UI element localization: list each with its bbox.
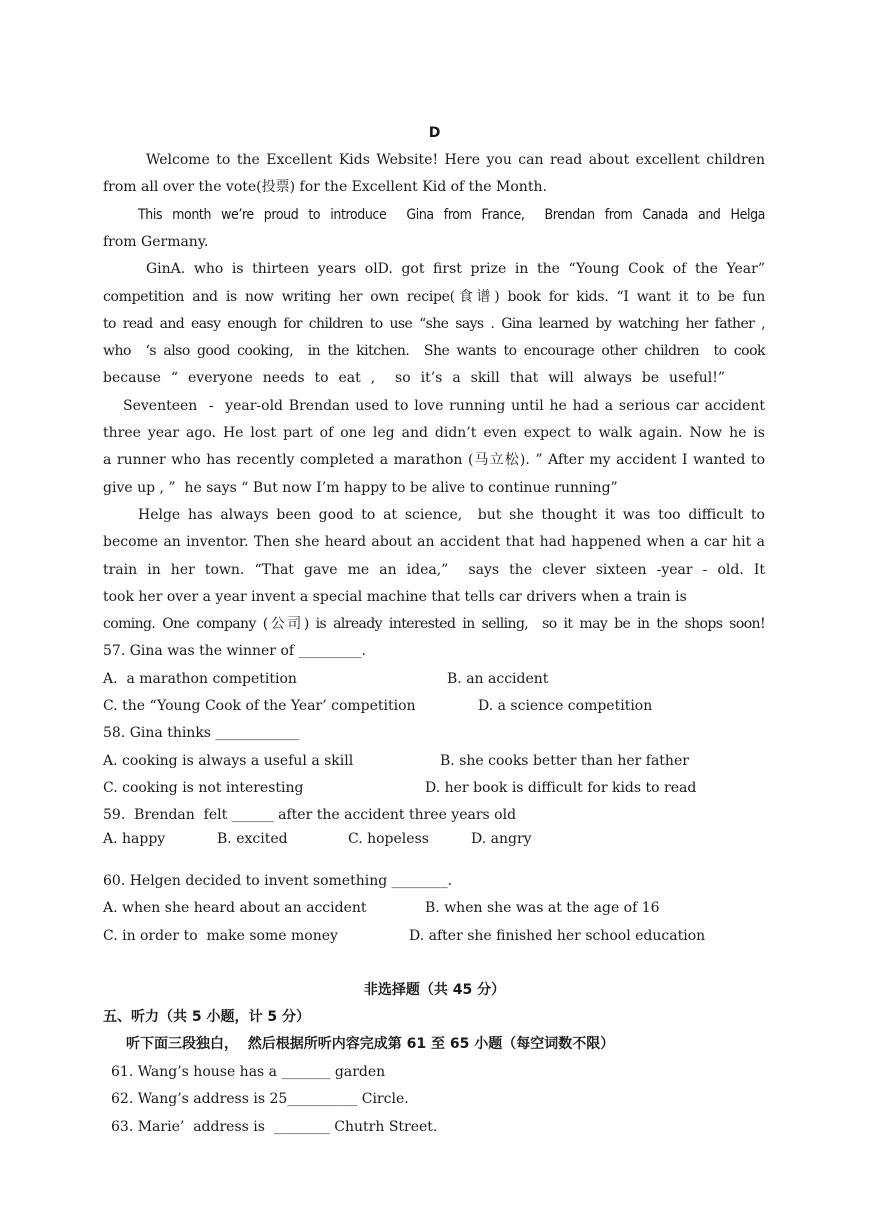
passage-line: from all over the vote(投票) for the Excellent Kid of the Month.	[103, 179, 547, 195]
part-heading: 非选择题（共 45 分）	[363, 982, 506, 998]
option-d: D. angry	[471, 831, 532, 847]
instruction-text: 听下面三段独白， 然后根据所听内容完成第 61 至 65 小题（每空词数不限）	[126, 1036, 615, 1052]
option-c: C. the “Young Cook of the Year’ competition	[103, 698, 416, 714]
option-b: B. an accident	[447, 671, 549, 687]
passage-line: coming. One company (公司) is already interested in selling, so it may be in the shops soon!	[103, 616, 765, 632]
option-b: B. when she was at the age of 16	[425, 900, 660, 916]
option-c: C. hopeless	[348, 831, 429, 847]
option-c: C. cooking is not interesting	[103, 780, 304, 796]
passage-line: to read and easy enough for children to use “she says . Gina learned by watching her father ,	[103, 316, 765, 332]
passage-line: took her over a year invent a special machine that tells car drivers when a train is	[103, 589, 687, 605]
passage-line: because “ everyone needs to eat , so it’s a skill that will always be useful!”	[103, 370, 725, 386]
option-a: A. cooking is always a useful a skill	[103, 753, 354, 769]
passage-line: three year ago. He lost part of one leg and didn’t even expect to walk again. Now he is	[103, 425, 765, 441]
section-heading: 五、听力（共 5 小题，计 5 分）	[103, 1009, 310, 1025]
option-a: A. when she heard about an accident	[103, 900, 367, 916]
passage-line: from Germany.	[103, 234, 209, 250]
question-stem: 60. Helgen decided to invent something ________.	[103, 873, 453, 889]
passage-line: become an inventor. Then she heard about an accident that had happened when a car hit a	[103, 534, 765, 550]
option-d: D. her book is difficult for kids to read	[425, 780, 697, 796]
passage-line: Helge has always been good to at science, but she thought it was too difficult to	[138, 507, 765, 523]
option-d: D. a science competition	[478, 698, 653, 714]
option-a: A. happy	[103, 831, 166, 847]
passage-line: GinA. who is thirteen years olD. got first prize in the “Young Cook of the Year”	[146, 261, 765, 277]
question-stem: 57. Gina was the winner of _________.	[103, 643, 366, 659]
question-stem: 58. Gina thinks ____________	[103, 725, 300, 741]
passage-line: a runner who has recently completed a marathon (马立松). ” After my accident I wanted to	[103, 452, 765, 468]
listening-item: 61. Wang’s house has a _______ garden	[111, 1064, 386, 1080]
option-c: C. in order to make some money	[103, 928, 338, 944]
section-title: D	[428, 125, 441, 141]
option-d: D. after she finished her school education	[409, 928, 706, 944]
passage-line: who ‘s also good cooking, in the kitchen. She wants to encourage other children to cook	[103, 343, 765, 359]
passage-line: train in her town. “That gave me an idea,” says the clever sixteen -year - old. It	[103, 562, 765, 578]
option-b: B. she cooks better than her father	[440, 753, 689, 769]
question-stem: 59. Brendan felt ______ after the accident three years old	[103, 807, 517, 823]
passage-line: Seventeen - year-old Brendan used to love running until he had a serious car accident	[123, 398, 765, 414]
passage-line: give up , ” he says “ But now I’m happy to be alive to continue running”	[103, 480, 618, 496]
option-b: B. excited	[217, 831, 288, 847]
passage-line: Welcome to the Excellent Kids Website! Here you can read about excellent children	[146, 152, 765, 168]
option-a: A. a marathon competition	[103, 671, 297, 687]
passage-line: competition and is now writing her own recipe(食谱) book for kids. “I want it to be fun	[103, 289, 765, 305]
passage-line: This month we’re proud to introduce Gina from France, Brendan from Canada and Helga	[138, 207, 765, 223]
listening-item: 63. Marie’ address is ________ Chutrh Street.	[111, 1119, 438, 1135]
listening-item: 62. Wang’s address is 25__________ Circle.	[111, 1091, 409, 1107]
